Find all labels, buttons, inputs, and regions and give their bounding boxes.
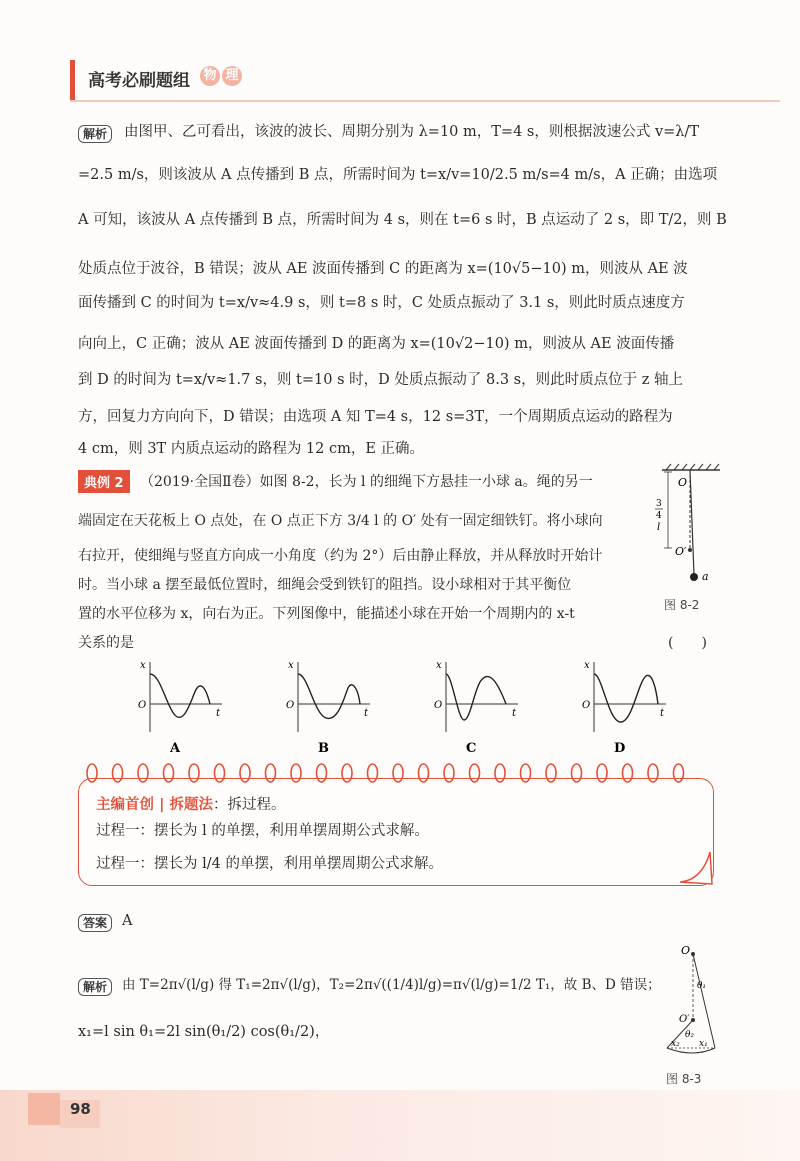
spiral-ring [189, 764, 199, 782]
subject-char-1: 物 [200, 66, 220, 86]
spiral-ring [368, 764, 378, 782]
origin-label: O [286, 700, 295, 711]
xt-curve [594, 674, 658, 722]
spiral-binding-icon [84, 760, 704, 786]
footer-decoration [28, 1093, 60, 1125]
xt-curve [298, 674, 360, 718]
option-graph-b [286, 660, 370, 756]
figure-caption-8-3: 图 8-3 [666, 1072, 702, 1086]
analysis2-line-1: 由 T=2π√(l/g) 得 T₁=2π√(l/g)，T₂=2π√((1/4)l/g)=π√(l/g)=1/2 T₁，故 B、D 错误； [122, 977, 661, 993]
fig-label-O-prime: O′ [675, 545, 687, 558]
example-line: 关系的是 [78, 635, 134, 651]
fig-label-a: a [702, 570, 709, 583]
example-line: 时。当小球 a 摆至最低位置时，细绳会受到铁钉的阻挡。设小球相对于其平衡位 [78, 577, 572, 593]
analysis1-line: 方，回复力方向向下，D 错误；由选项 A 知 T=4 s，12 s=3T，一个周期质点运动的路程为 [78, 409, 673, 425]
spiral-ring [164, 764, 174, 782]
option-graph-d [582, 660, 666, 756]
spiral-ring [419, 764, 429, 782]
analysis1-line: 向向上，C 正确；波从 AE 波面传播到 D 的距离为 x=(10√2−10) m，则波从 AE 波面传播 [78, 336, 675, 352]
origin-label: O [138, 700, 147, 711]
example-line: 端固定在天花板上 O 点处，在 O 点正下方 3/4 l 的 O′ 处有一固定细铁钉。将小球向 [78, 513, 603, 529]
spiral-ring [317, 764, 327, 782]
y-axis-label: x [288, 660, 294, 671]
pendulum-figure-8-2 [650, 462, 730, 592]
spiral-ring [342, 764, 352, 782]
x-axis-label: t [216, 708, 221, 719]
analysis1-line: =2.5 m/s，则该波从 A 点传播到 B 点，所需时间为 t=x/v=10/2.5 m/s=4 m/s，A 正确；由选项 [78, 167, 718, 183]
option-graph-a [138, 660, 222, 756]
spiral-ring [266, 764, 276, 782]
spiral-ring [113, 764, 123, 782]
fig83-x2: x₂ [671, 1039, 680, 1049]
spiral-ring [572, 764, 582, 782]
pendulum-figure-8-3 [655, 940, 730, 1065]
fig83-theta1: θ₁ [697, 981, 707, 991]
page-curl-icon [680, 852, 714, 886]
analysis1-line: 由图甲、乙可看出，该波的波长、周期分别为 λ=10 m，T=4 s，则根据波速公式 v=λ/T [124, 124, 700, 140]
x-axis-label: t [512, 708, 517, 719]
spiral-ring [623, 764, 633, 782]
analysis1-line: 4 cm，则 3T 内质点运动的路程为 12 cm，E 正确。 [78, 441, 425, 457]
book-title: 高考必刷题组 [88, 71, 190, 91]
answer-tag: 答案 [78, 912, 112, 932]
option-letter: C [466, 741, 477, 756]
fig83-x1: x₁ [699, 1039, 708, 1049]
spiral-ring [215, 764, 225, 782]
y-axis-label: x [584, 660, 590, 671]
x-axis-label: t [660, 708, 665, 719]
option-graphs [130, 658, 730, 758]
spiral-ring [291, 764, 301, 782]
spiral-ring [674, 764, 684, 782]
example-line: 置的水平位移为 x，向右为正。下列图像中，能描述小球在开始一个周期内的 x-t [78, 606, 575, 622]
note-suffix: ：拆过程。 [212, 797, 286, 813]
spiral-ring [597, 764, 607, 782]
header-divider [70, 100, 780, 102]
option-graph-c [434, 660, 518, 756]
option-letter: D [614, 741, 626, 756]
spiral-ring [444, 764, 454, 782]
fig-frac-den: 4 [656, 511, 662, 521]
example-line: （2019·全国Ⅱ卷）如图 8-2，长为 l 的细绳下方悬挂一小球 a。绳的另一 [140, 474, 593, 490]
analysis1-line: 到 D 的时间为 t=x/v≈1.7 s，则 t=10 s 时，D 处质点振动了 8.3 s，则此时质点位于 z 轴上 [78, 372, 683, 388]
note-sep: | [159, 797, 165, 813]
subject-char-2: 理 [222, 66, 242, 86]
spiral-ring [495, 764, 505, 782]
y-axis-label: x [436, 660, 442, 671]
analysis1-line: A 可知，该波从 A 点传播到 B 点，所需时间为 4 s，则在 t=6 s 时，B 点运动了 2 s，即 T/2，则 B [78, 212, 727, 228]
figure-caption: 图 8-2 [664, 598, 700, 612]
note-brand: 主编首创 [96, 797, 154, 813]
fig83-theta2: θ₂ [685, 1030, 695, 1040]
footer-band [0, 1090, 800, 1161]
fig83-label-O: O [681, 944, 691, 957]
spiral-ring [87, 764, 97, 782]
analysis2-line-2: x₁=l sin θ₁=2l sin(θ₁/2) cos(θ₁/2)， [78, 1024, 330, 1040]
option-letter: B [318, 741, 329, 756]
header-accent-bar [70, 60, 75, 100]
x-axis-label: t [364, 708, 369, 719]
example-line: 右拉开，使细绳与竖直方向成一小角度（约为 2°）后由静止释放，并从释放时开始计 [78, 548, 603, 564]
xt-curve [446, 674, 506, 720]
spiral-ring [393, 764, 403, 782]
analysis1-line: 处质点位于波谷，B 错误；波从 AE 波面传播到 C 的距离为 x=(10√5−10) m，则波从 AE 波 [78, 261, 688, 277]
analysis1-line: 面传播到 C 的时间为 t=x/v≈4.9 s，则 t=8 s 时，C 处质点振动了 3.1 s，则此时质点速度方 [78, 295, 685, 311]
y-axis-label: x [140, 660, 146, 671]
xt-curve [150, 674, 210, 717]
origin-label: O [582, 700, 591, 711]
spiral-ring [138, 764, 148, 782]
fig-frac-num: 3 [656, 499, 662, 509]
note-line-1: 过程一：摆长为 l 的单摆，利用单摆周期公式求解。 [96, 823, 429, 839]
note-line-2: 过程一：摆长为 l/4 的单摆，利用单摆周期公式求解。 [96, 856, 443, 872]
option-graphs-svg [130, 658, 730, 758]
note-method: 拆题法 [169, 797, 213, 813]
example-tag: 典例 2 [78, 470, 130, 493]
analysis2-tag: 解析 [78, 976, 112, 996]
spiral-ring [240, 764, 250, 782]
spiral-ring [648, 764, 658, 782]
spiral-ring [521, 764, 531, 782]
option-letter: A [170, 741, 181, 756]
answer-blank: ( ) [668, 635, 707, 651]
fig83-label-O-prime: O′ [679, 1014, 690, 1025]
fig-label-O: O [678, 476, 688, 489]
note-title [96, 793, 285, 814]
origin-label: O [434, 700, 443, 711]
fig-frac-var: l [657, 522, 661, 533]
answer-value: A [122, 913, 133, 929]
analysis-tag: 解析 [78, 123, 112, 143]
spiral-ring [546, 764, 556, 782]
spiral-ring [470, 764, 480, 782]
page-number: 98 [70, 1100, 91, 1118]
